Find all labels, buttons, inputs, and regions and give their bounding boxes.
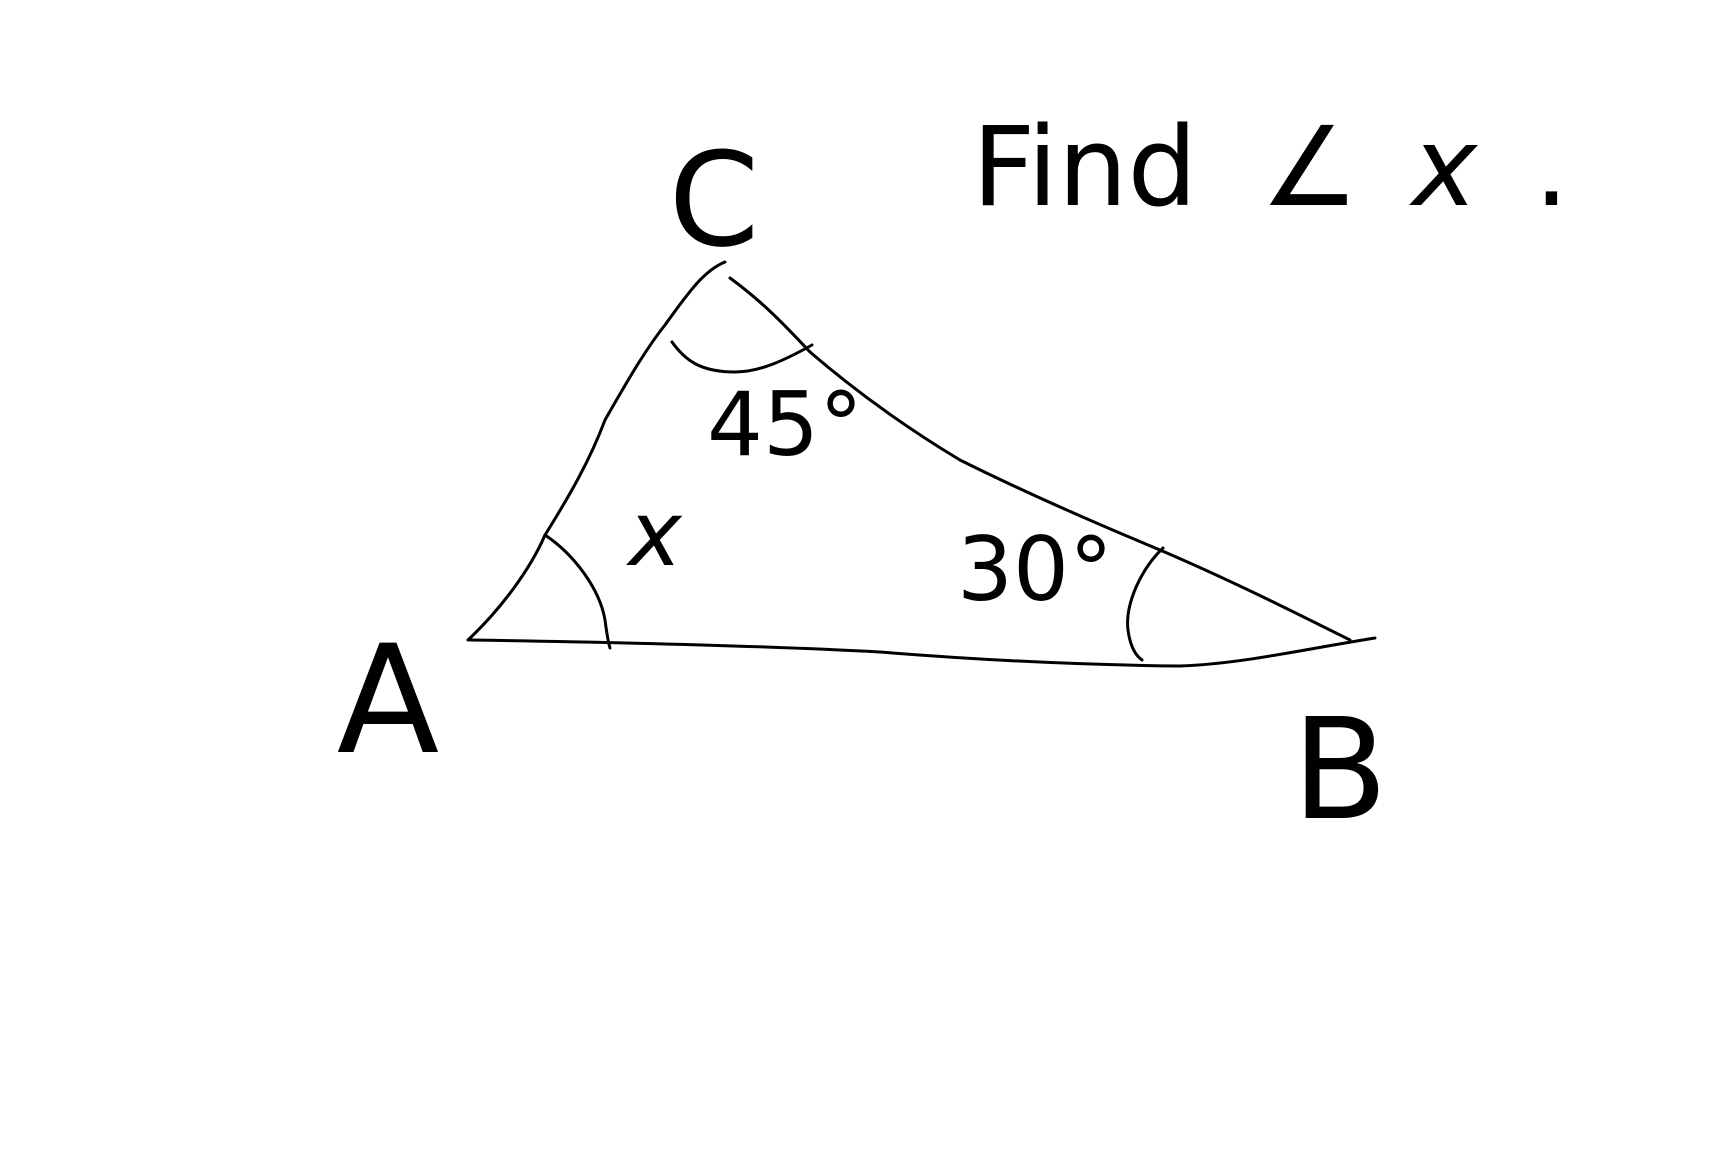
angle-symbol-icon: ∠ <box>1260 103 1359 231</box>
vertex-label-a: A <box>336 614 440 788</box>
side-ab <box>470 638 1375 666</box>
angle-arc-b <box>1128 548 1163 660</box>
side-ac <box>468 262 725 640</box>
angle-arc-c <box>672 342 812 372</box>
vertex-label-c: C <box>668 124 760 276</box>
prompt-variable: x <box>1411 103 1478 231</box>
angle-label-c: 45° <box>707 373 863 476</box>
prompt-verb: Find <box>972 103 1198 231</box>
vertex-label-b: B <box>1291 689 1389 852</box>
prompt-text <box>972 103 1569 231</box>
angle-label-a: x <box>628 482 682 587</box>
angle-arc-a <box>545 535 610 648</box>
prompt-period: . <box>1534 103 1569 231</box>
angle-label-b: 30° <box>957 518 1113 621</box>
